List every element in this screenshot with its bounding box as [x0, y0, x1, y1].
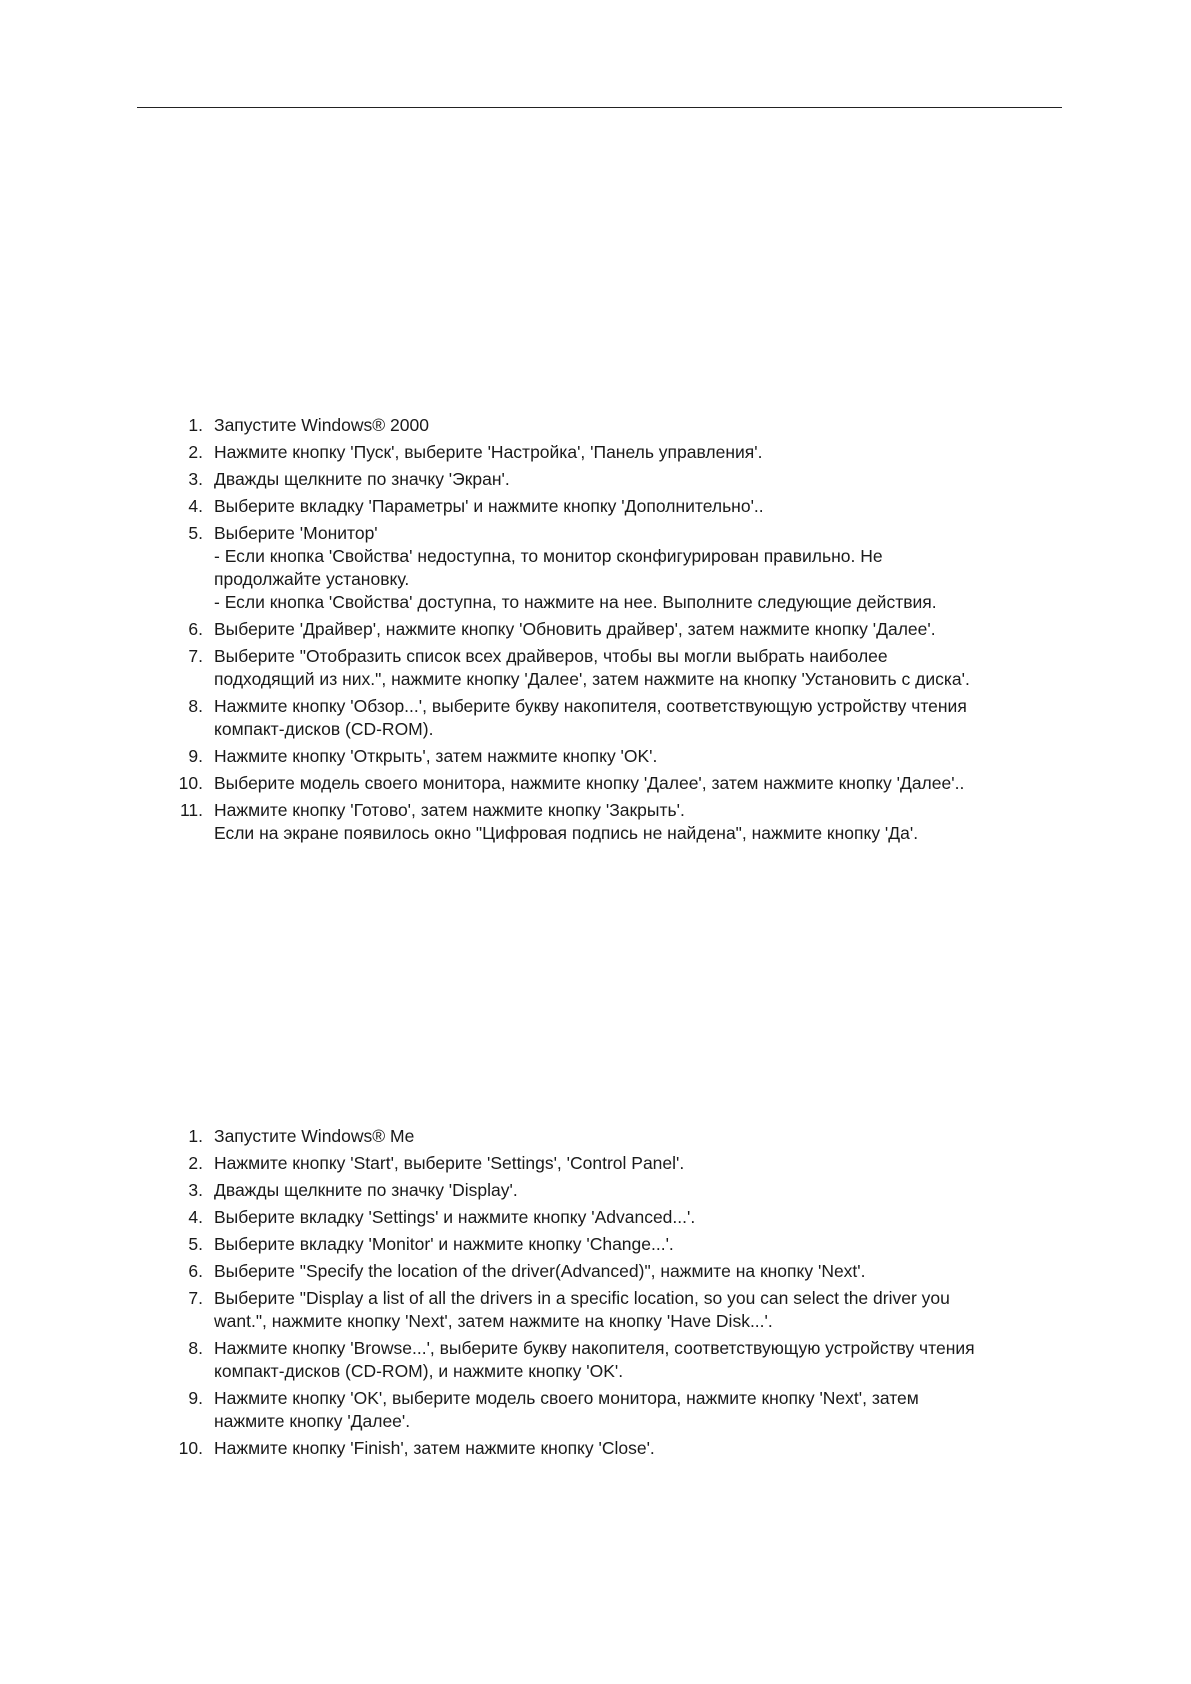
step-item	[175, 1233, 975, 1256]
step-item	[175, 468, 975, 491]
step-number: 10.	[178, 1438, 203, 1458]
step-item	[175, 495, 975, 518]
step-number: 1.	[188, 1126, 203, 1146]
step-text	[214, 645, 975, 691]
step-item	[175, 1260, 975, 1283]
step-line: Нажмите кнопку 'Открыть', затем нажмите кнопку 'OK'.	[214, 746, 658, 766]
step-number: 3.	[188, 1180, 203, 1200]
step-number: 9.	[188, 746, 203, 766]
step-line: Выберите "Specify the location of the driver(Advanced)", нажмите на кнопку 'Next'.	[214, 1261, 866, 1281]
step-text	[214, 522, 975, 614]
step-line: Выберите "Display a list of all the drivers in a specific location, so you can select the driver you want.", нажмите кнопку 'Next', затем нажмите на кнопку 'Have Disk...'.	[214, 1288, 950, 1331]
step-line: Нажмите кнопку 'OK', выберите модель своего монитора, нажмите кнопку 'Next', затем нажмите кнопку 'Далее'.	[214, 1388, 919, 1431]
step-item	[175, 695, 975, 741]
windows-2000-steps	[175, 414, 975, 849]
step-text	[214, 1233, 975, 1256]
step-line: Нажмите кнопку 'Browse...', выберите букву накопителя, соответствующую устройству чтения компакт-дисков (CD-ROM), и нажмите кнопку 'OK'.	[214, 1338, 975, 1381]
step-number: 1.	[188, 415, 203, 435]
step-line: Нажмите кнопку 'Finish', затем нажмите кнопку 'Close'.	[214, 1438, 655, 1458]
step-item	[175, 1206, 975, 1229]
step-line: Запустите Windows® Me	[214, 1126, 415, 1146]
step-text	[214, 468, 975, 491]
step-text	[214, 1387, 975, 1433]
step-item	[175, 1125, 975, 1148]
step-line: Дважды щелкните по значку 'Display'.	[214, 1180, 518, 1200]
step-line: - Если кнопка 'Свойства' недоступна, то монитор сконфигурирован правильно. Не продолжайте установку.	[214, 546, 883, 589]
step-line: Дважды щелкните по значку 'Экран'.	[214, 469, 510, 489]
step-number: 7.	[188, 1288, 203, 1308]
step-line: - Если кнопка 'Свойства' доступна, то нажмите на нее. Выполните следующие действия.	[214, 592, 937, 612]
step-line: Запустите Windows® 2000	[214, 415, 429, 435]
step-item	[175, 522, 975, 614]
step-text	[214, 799, 975, 845]
step-number: 8.	[188, 1338, 203, 1358]
step-text	[214, 695, 975, 741]
step-number: 4.	[188, 1207, 203, 1227]
step-line: Выберите 'Монитор'	[214, 523, 378, 543]
step-item	[175, 1287, 975, 1333]
step-line: Выберите модель своего монитора, нажмите кнопку 'Далее', затем нажмите кнопку 'Далее'..	[214, 773, 965, 793]
step-text	[214, 414, 975, 437]
step-text	[214, 1337, 975, 1383]
step-line: Нажмите кнопку 'Обзор...', выберите букву накопителя, соответствующую устройству чтения компакт-дисков (CD-ROM).	[214, 696, 967, 739]
step-number: 8.	[188, 696, 203, 716]
step-line: Выберите 'Драйвер', нажмите кнопку 'Обновить драйвер', затем нажмите кнопку 'Далее'.	[214, 619, 936, 639]
header-divider	[137, 107, 1062, 108]
step-item	[175, 772, 975, 795]
step-item	[175, 645, 975, 691]
step-number: 7.	[188, 646, 203, 666]
step-item	[175, 745, 975, 768]
step-number: 2.	[188, 442, 203, 462]
step-number: 3.	[188, 469, 203, 489]
step-number: 6.	[188, 1261, 203, 1281]
step-item	[175, 618, 975, 641]
step-text	[214, 1206, 975, 1229]
step-number: 11.	[179, 800, 203, 820]
step-item	[175, 799, 975, 845]
step-item	[175, 1179, 975, 1202]
step-number: 5.	[188, 1234, 203, 1254]
step-item	[175, 1152, 975, 1175]
step-text	[214, 745, 975, 768]
step-text	[214, 1179, 975, 1202]
step-line: Если на экране появилось окно "Цифровая подпись не найдена", нажмите кнопку 'Да'.	[214, 823, 919, 843]
step-line: Нажмите кнопку 'Готово', затем нажмите кнопку 'Закрыть'.	[214, 800, 685, 820]
step-item	[175, 1437, 975, 1460]
step-number: 2.	[188, 1153, 203, 1173]
step-text	[214, 1152, 975, 1175]
step-text	[214, 1437, 975, 1460]
step-text	[214, 1125, 975, 1148]
step-number: 5.	[188, 523, 203, 543]
step-text	[214, 618, 975, 641]
step-line: Нажмите кнопку 'Start', выберите 'Settings', 'Control Panel'.	[214, 1153, 685, 1173]
step-item	[175, 441, 975, 464]
step-text	[214, 441, 975, 464]
step-number: 10.	[178, 773, 203, 793]
step-number: 6.	[188, 619, 203, 639]
step-number: 9.	[188, 1388, 203, 1408]
step-item	[175, 414, 975, 437]
step-line: Выберите вкладку 'Параметры' и нажмите кнопку 'Дополнительно'..	[214, 496, 764, 516]
step-line: Выберите вкладку 'Monitor' и нажмите кнопку 'Change...'.	[214, 1234, 674, 1254]
step-line: Нажмите кнопку 'Пуск', выберите 'Настройка', 'Панель управления'.	[214, 442, 763, 462]
step-text	[214, 495, 975, 518]
step-text	[214, 1260, 975, 1283]
step-line: Выберите вкладку 'Settings' и нажмите кнопку 'Advanced...'.	[214, 1207, 696, 1227]
step-text	[214, 1287, 975, 1333]
step-item	[175, 1337, 975, 1383]
step-number: 4.	[188, 496, 203, 516]
step-line: Выберите "Отобразить список всех драйверов, чтобы вы могли выбрать наиболее подходящий из них.", нажмите кнопку 'Далее', затем нажмите на кнопку 'Установить с диска'.	[214, 646, 970, 689]
step-text	[214, 772, 975, 795]
windows-me-steps	[175, 1125, 975, 1464]
step-item	[175, 1387, 975, 1433]
